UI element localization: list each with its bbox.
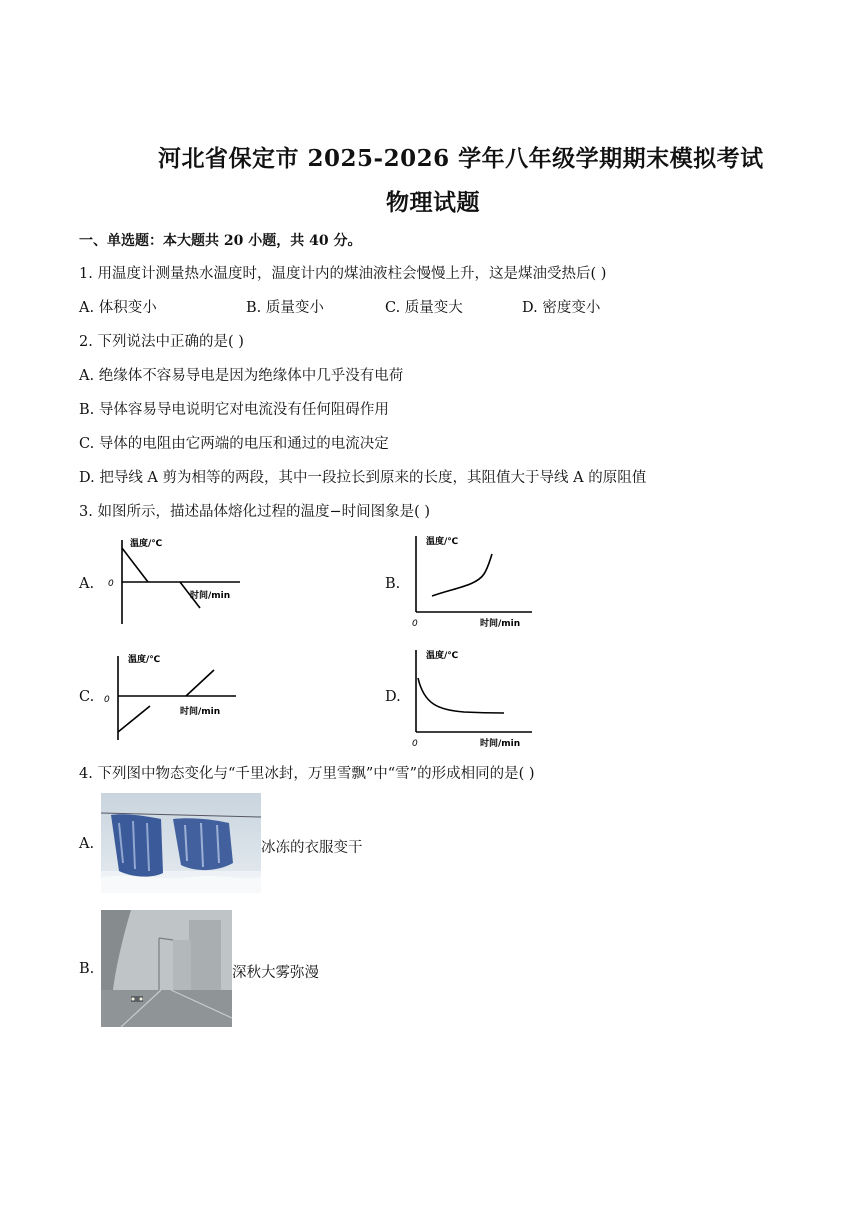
graph-c: [100, 650, 260, 744]
graph-d-ylabel: 温度/℃: [426, 651, 459, 661]
graph-a-origin: 0: [108, 579, 114, 589]
graph-b-ylabel: 温度/℃: [426, 537, 459, 547]
frozen-clothes-photo: [101, 793, 261, 893]
question-4-label-a: A.: [79, 836, 95, 852]
question-2-option-d: D. 把导线 A 剪为相等的两段，其中一段拉长到原来的长度，其阻值大于导线 A 的原阻值: [79, 470, 647, 486]
question-2-stem: 2. 下列说法中正确的是( ): [79, 334, 244, 350]
question-3-label-c: C.: [79, 689, 95, 705]
graph-d-xlabel: 时间/min: [480, 739, 521, 748]
graph-c-ylabel: 温度/℃: [128, 655, 161, 665]
question-3-label-b: B.: [385, 576, 401, 592]
graph-d-origin: 0: [412, 739, 418, 748]
graph-c-xlabel: 时间/min: [180, 707, 221, 717]
question-1-option-a: A. 体积变小: [79, 300, 157, 316]
exam-title: 河北省保定市 2025-2026 学年八年级学期期末模拟考试: [158, 145, 764, 172]
fog-street-photo: [101, 910, 232, 1027]
graph-a-xlabel: 时间/min: [190, 591, 231, 601]
question-4-caption-b: 深秋大雾弥漫: [232, 965, 319, 981]
question-3-label-a: A.: [79, 576, 95, 592]
graph-b: [404, 530, 544, 630]
graph-b-origin: 0: [412, 619, 418, 629]
question-1-option-d: D. 密度变小: [522, 300, 601, 316]
section-heading: 一、单选题：本大题共 20 小题，共 40 分。: [79, 233, 362, 249]
exam-subtitle: 物理试题: [386, 189, 480, 216]
question-2-option-a: A. 绝缘体不容易导电是因为绝缘体中几乎没有电荷: [79, 368, 404, 384]
question-4-stem: 4. 下列图中物态变化与“千里冰封，万里雪飘”中“雪”的形成相同的是( ): [79, 766, 535, 782]
question-4-caption-a: 冰冻的衣服变干: [261, 840, 363, 856]
graph-b-xlabel: 时间/min: [480, 619, 521, 629]
question-2-option-c: C. 导体的电阻由它两端的电压和通过的电流决定: [79, 436, 389, 452]
graph-a-ylabel: 温度/℃: [130, 539, 163, 549]
graph-a: [100, 534, 260, 630]
question-4-label-b: B.: [79, 961, 95, 977]
question-3-label-d: D.: [385, 689, 401, 705]
question-2-option-b: B. 导体容易导电说明它对电流没有任何阻碍作用: [79, 402, 389, 418]
question-1-stem: 1. 用温度计测量热水温度时，温度计内的煤油液柱会慢慢上升，这是煤油受热后( ): [79, 266, 607, 282]
question-3-stem: 3. 如图所示，描述晶体熔化过程的温度−时间图象是( ): [79, 504, 431, 520]
graph-c-origin: 0: [104, 695, 110, 705]
graph-d: [404, 644, 544, 748]
question-1-option-c: C. 质量变大: [385, 300, 463, 316]
question-1-option-b: B. 质量变小: [246, 300, 324, 316]
